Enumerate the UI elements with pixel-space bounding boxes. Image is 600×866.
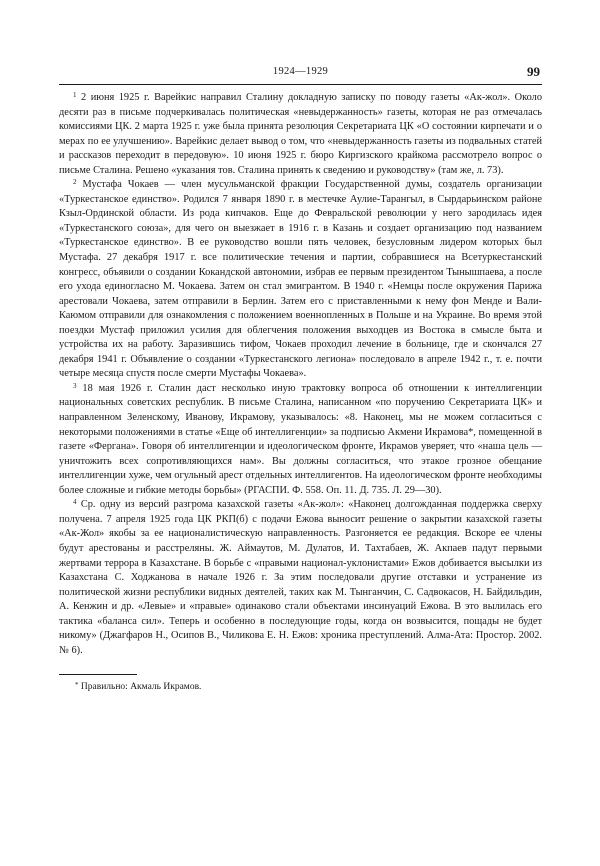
note-marker: 1	[73, 91, 77, 99]
note-marker: 4	[73, 498, 77, 507]
note-4	[59, 498, 542, 658]
notes-section	[59, 91, 542, 658]
note-1	[59, 91, 542, 178]
note-text: 2 июня 1925 г. Варейкис направил Сталину докладную записку по поводу газеты «Ак-жол». Около десяти раз в письме подчеркивалась политическая «невыдержанность» газеты, которая не раз отмечалась комиссиями ЦК. 2 марта 1925 г. уже была принята резолюция Секретариата ЦК «О состоянии кирпечати и о мерах по ее улучшению». Варейкис делает вывод о том, что «невыдержанность газеты из подвальных статей и рассказов переходит в передовую». 10 июня 1925 г. бюро Киргизского крайкома рассмотрело вопрос о письме Сталина. Решено «указания тов. Сталина принять к сведению и руководству» (там же, л. 73).	[59, 92, 542, 176]
note-2	[59, 178, 542, 382]
note-text: Мустафа Чокаев — член мусульманской фракции Государственной думы, создатель организации «Туркестанское единство». Родился 7 января 1890 г. в местечке Аулие-Тарангыл, в Сырдарьинском районе Кзыл-Ординской области. Из рода кипчаков. Еще до Февральской революции у него зародилась идея «Туркестанского союза», для чего он выезжает в 1916 г. в Казань и создает организацию под названием «Туркестанское единство». В ее руководство вошли пять человек, безусловным лидером которых был Мустафа. 27 декабря 1917 г. все политические течения и партии, собравшиеся на Всетуркестанский конгресс, объявили о создании Кокандской автономии, избрав ее первым президентом Тынышпаева, а после его ухода единогласно М. Чокаева. Затем он стал эмигрантом. В 1940 г. «Немцы после окружения Парижа арестовали Чокаева, затем отправили в Берлин. Затем его с приставленными к нему фон Менде и Вали-Каюмом отправили для ознакомления с положением военнопленных в Польше и на Украине. Во время этой поездки Мустаф приложил усилия для облегчения положения выходцев из Востока в смысле быта и устройства их на работу. Заразившись тифом, Чокаев проходил лечение в больнице, где и скончался 27 декабря 1941 г. Объявление о создании «Туркестанского легиона» последовало в апреле 1942 г., т. е. почти четыре месяца спустя после смерти Мустафы Чокаева».	[59, 179, 543, 380]
page	[59, 64, 542, 694]
page-number: 99	[527, 64, 540, 79]
footnote	[59, 681, 542, 694]
running-title: 1924—1929	[272, 66, 329, 77]
note-marker: 2	[73, 178, 77, 187]
note-3	[59, 382, 542, 498]
header-rule	[59, 84, 542, 85]
footnote-marker: *	[75, 681, 79, 690]
running-header	[59, 64, 542, 82]
note-marker: 3	[73, 381, 77, 390]
footnote-rule	[59, 674, 137, 675]
note-text: 18 мая 1926 г. Сталин даст несколько иную трактовку вопроса об отношении к интеллигенции национальных советских республик. В письме Сталина, написанном «по поручению Секретариата ЦК» и направленном Зеленскому, Иванову, Икрамову, указывалось: «8. Наконец, мы не можем согласиться с некоторыми положениями в статье «Еще об интеллигенции» за подписью Акмени Икрамова*, помещенной в газете «Фергана». Говоря об интеллигенции и идеологическом фронте, Икрамов уверяет, что «наша цель — уничтожить всех сопротивляющихся нам». Вы должны согласиться, что этакое грозное обещание интеллигенции хуже, чем огульный арест отдельных интеллигентов. На идеологическом фронте необходимы более сложные и гибкие методы борьбы» (РГАСПИ. Ф. 558. Оп. 11. Д. 735. Л. 29—30).	[59, 382, 542, 496]
note-text: Ср. одну из версий разгрома казахской газеты «Ак-жол»: «Наконец долгожданная поддержка сверху получена. 7 апреля 1925 года ЦК РКП(б) с подачи Ежова выносит решение о закрытии казахской газеты «Ак-Жол» якобы за ее националистическую направленность. Разгоняется ее редакция. Вскоре ее члены будут арестованы и расстреляны. Ж. Аймаутов, М. Дулатов, И. Тахтабаев, Ж. Акпаев падут первыми жертвами террора в Казахстане. В борьбе с «правыми национал-уклонистами» Ежов добивается высылки из Казахстана С. Ходжанова в начале 1926 г. За этим последовали другие отставки и устранение из политической жизни республики видных деятелей, таких как М. Тынганчин, С. Садвокасов, Н. Байдильдин, А. Кенжин и др. «Левые» и «правые» одинаково стали объектами инсинуаций Ежова. В это вылилась его тактика «баланса сил». Теперь и особенно в последующие годы, когда он возвысится, пощады не будет никому» (Джагфаров Н., Осипов В., Чиликова Е. Н. Ежов: хроника преступлений. Алма-Ата: Простор. 2002. № 6).	[59, 499, 542, 656]
footnote-text: Правильно: Акмаль Икрамов.	[80, 682, 202, 693]
